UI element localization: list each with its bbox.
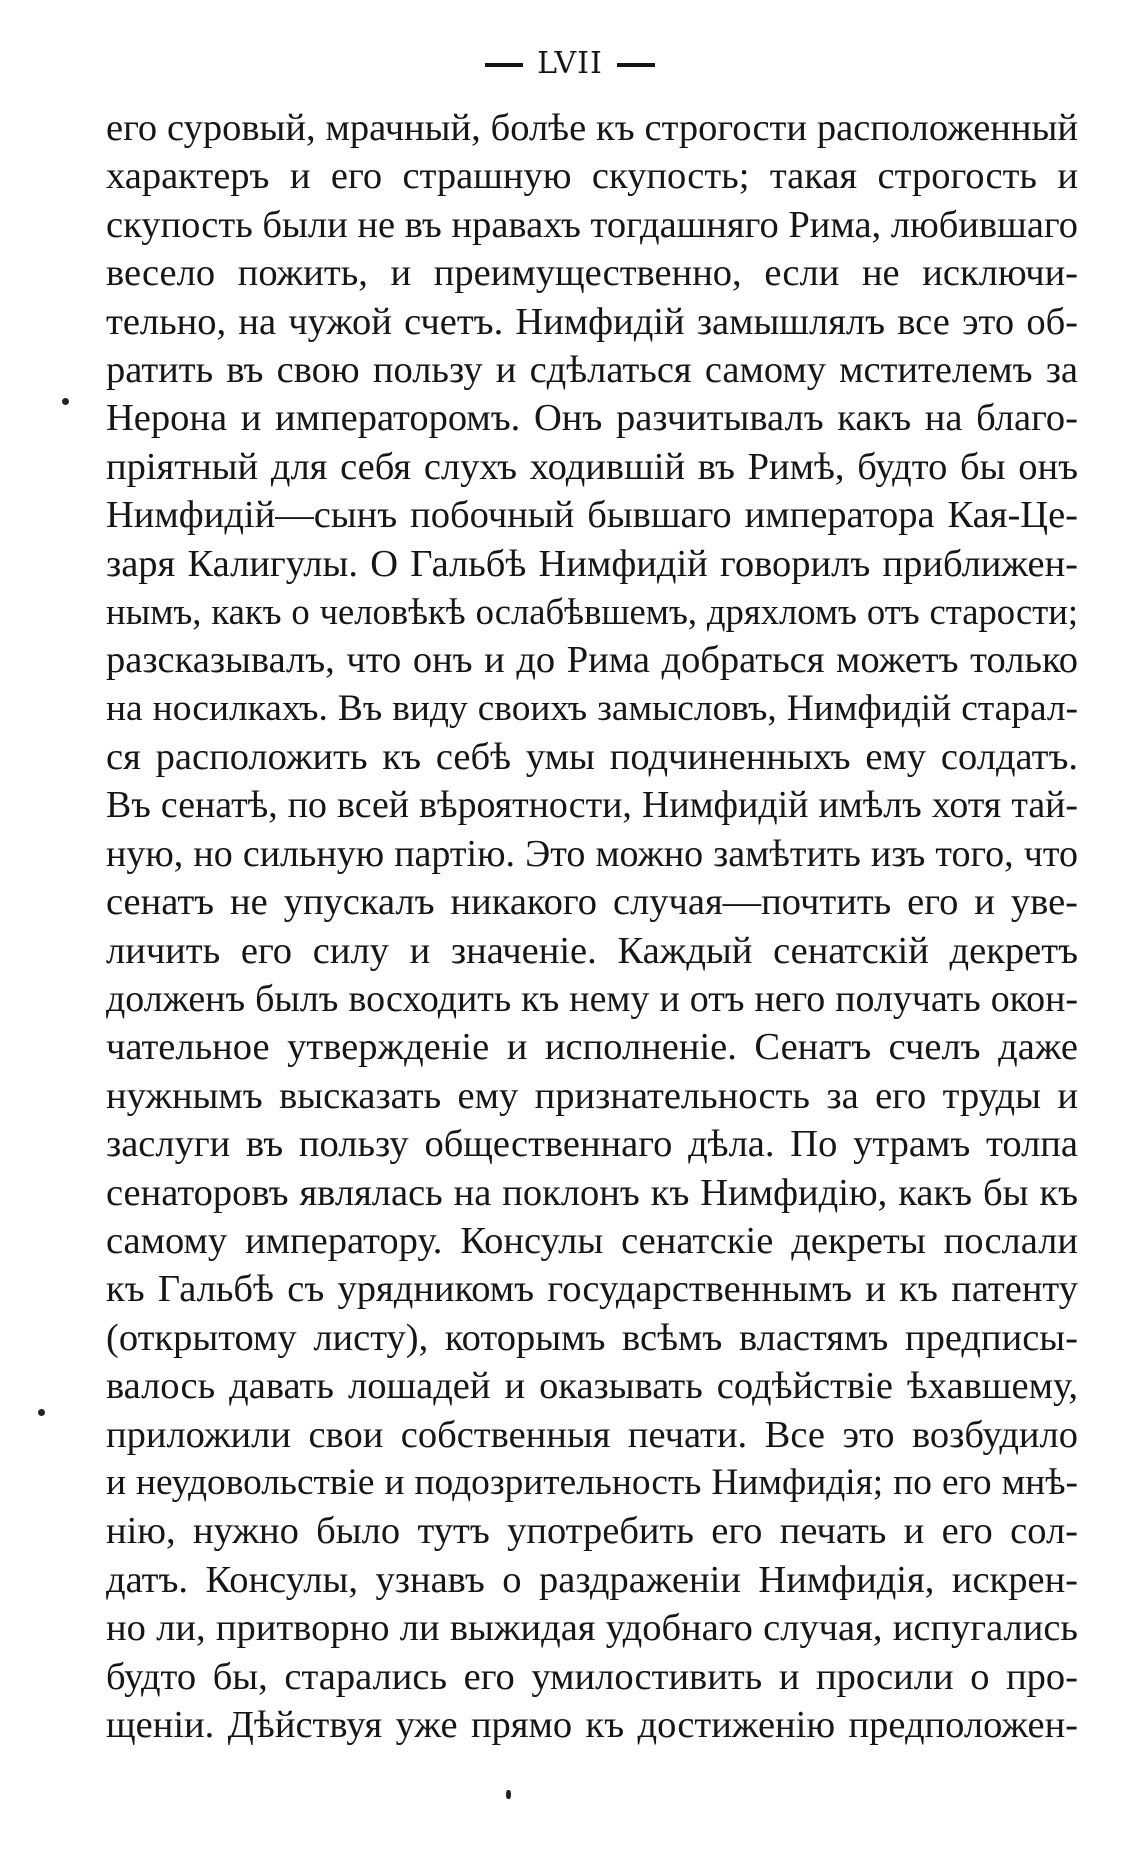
text-line: Нимфидій—сынъ побочный бывшаго императора Кая-Це- [106,494,1078,537]
text-line: (открытому листу), которымъ всѣмъ властямъ предписы- [106,1316,1078,1359]
text-line: на носилкахъ. Въ виду своихъ замысловъ, Нимфидій старал- [106,687,1078,729]
margin-mark [506,1790,511,1799]
text-line: чательное утвержденіе и исполненіе. Сенатъ счелъ даже [106,1026,1078,1069]
margin-mark [38,1409,45,1416]
text-line: тельно, на чужой счетъ. Нимфидій замышлялъ все это об- [106,300,1078,343]
text-line: личить его силу и значеніе. Каждый сенатскій декретъ [106,929,1078,972]
text-line: разсказывалъ, что онъ и до Рима добраться можетъ только [106,639,1078,682]
text-line: Нерона и императоромъ. Онъ разчитывалъ какъ на благо- [106,397,1078,440]
text-line: ную, но сильную партію. Это можно замѣтить изъ того, что [106,832,1078,875]
text-line: нужнымъ высказать ему признательность за его труды и [106,1074,1078,1117]
text-line: самому императору. Консулы сенатскіе декреты послали [106,1219,1078,1262]
running-head-dash-left [485,63,523,67]
text-line: нію, нужно было тутъ употребить его печать и его сол- [106,1510,1078,1553]
text-line: приложили свои собственныя печати. Все это возбудило [106,1413,1078,1456]
text-line: щеніи. Дѣйствуя уже прямо къ достиженію предположен- [106,1703,1078,1746]
text-line: но ли, притворно ли выжидая удобнаго случая, испугались [106,1607,1078,1650]
running-head-dash-right [617,63,655,67]
text-line: характеръ и его страшную скупость; такая строгость и [106,155,1078,198]
text-line: валось давать лошадей и оказывать содѣйствіе ѣхавшему, [106,1365,1078,1408]
text-line: къ Гальбѣ съ урядникомъ государственнымъ и къ патенту [106,1268,1078,1311]
text-line: весело пожить, и преимущественно, если не исключи- [106,252,1078,295]
text-line: Въ сенатѣ, по всей вѣроятности, Нимфидій имѣлъ хотя тай- [106,784,1078,827]
text-line: долженъ былъ восходить къ нему и отъ него получать окон- [106,978,1078,1021]
text-line: нымъ, какъ о человѣкѣ ослабѣвшемъ, дряхломъ отъ старости; [106,590,1078,632]
text-line: заря Калигулы. О Гальбѣ Нимфидій говорилъ приближен- [106,542,1078,585]
text-line: сенаторовъ являлась на поклонъ къ Нимфидію, какъ бы къ [106,1171,1078,1214]
text-line: его суровый, мрачный, болѣе къ строгости расположенный [106,107,1078,149]
text-line: будто бы, старались его умилостивить и просили о про- [106,1655,1078,1698]
text-line: пріятный для себя слухъ ходившій въ Римѣ, будто бы онъ [106,445,1078,488]
text-line: заслуги въ пользу общественнаго дѣла. По утрамъ толпа [106,1123,1078,1166]
text-line: ратить въ свою пользу и сдѣлаться самому мстителемъ за [106,348,1078,391]
body-paragraph [106,104,1078,1749]
text-line: датъ. Консулы, узнавъ о раздраженіи Нимфидія, искрен- [106,1558,1078,1601]
text-line: ся расположить къ себѣ умы подчиненныхъ ему солдатъ. [106,736,1078,779]
text-line: и неудовольствіе и подозрительность Нимфидія; по его мнѣ- [106,1461,1078,1503]
text-line: сенатъ не упускалъ никакого случая—почтить его и уве- [106,881,1078,924]
page-number: LVII [537,46,603,81]
running-head [0,46,1140,81]
margin-mark [62,398,69,405]
text-line: скупость были не въ нравахъ тогдашняго Рима, любившаго [106,203,1078,246]
